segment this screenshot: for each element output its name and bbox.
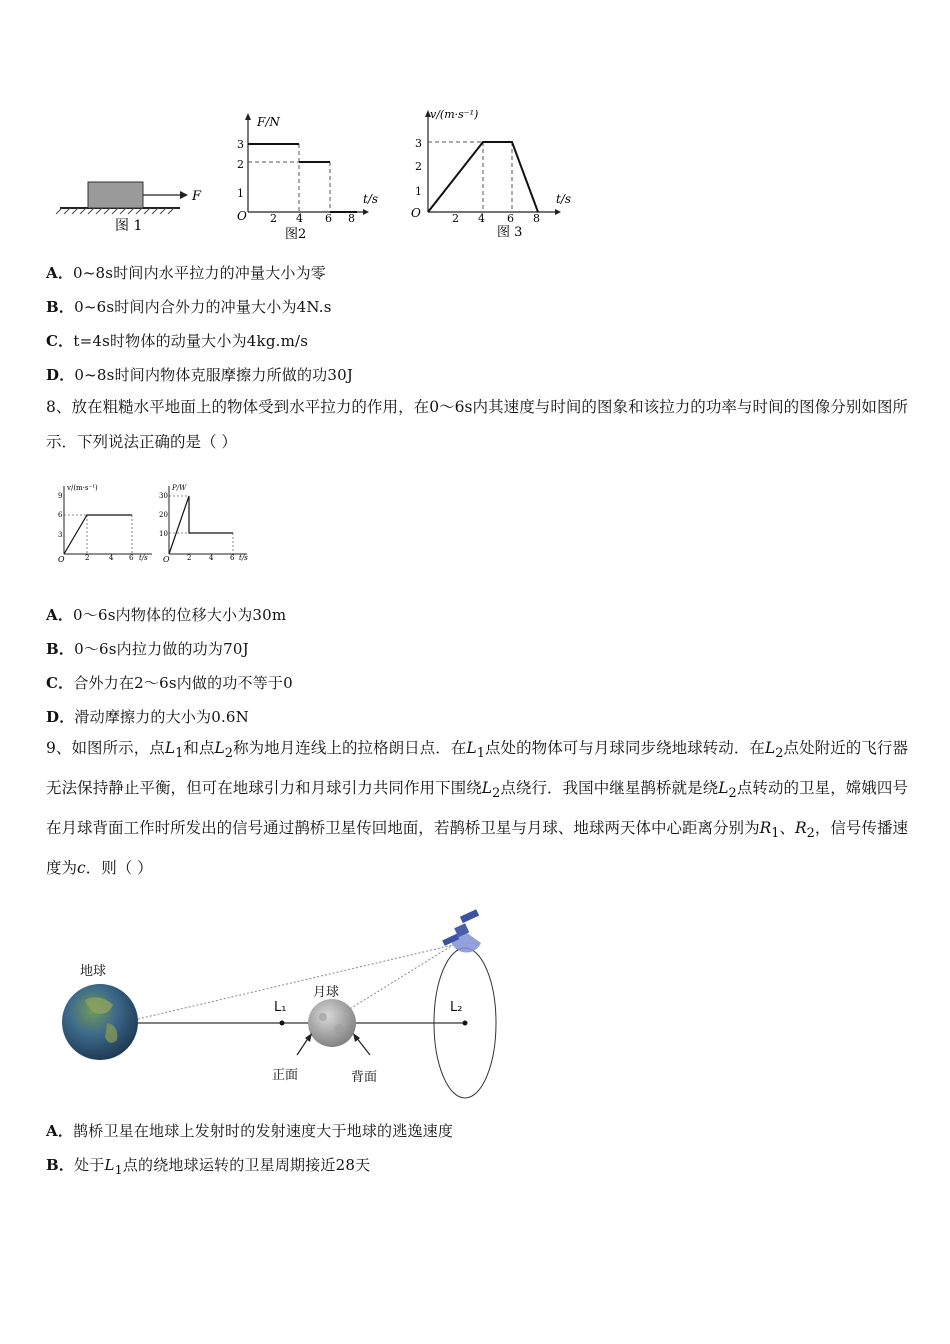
fig3-y-label: v/(m·s⁻¹): [430, 108, 479, 121]
option-text: 合外力在2～6s内做的功不等于0: [73, 674, 293, 692]
fig3-origin: O: [411, 206, 421, 220]
option-text: 处于: [74, 1156, 105, 1174]
option-letter: A．: [46, 1122, 74, 1140]
block: [88, 182, 143, 208]
l1-point: [280, 1021, 285, 1026]
fig2-origin: O: [237, 209, 247, 223]
option-letter: A．: [46, 606, 74, 624]
fig3-xtick: 2: [452, 212, 459, 225]
q8-p-xtick: 6: [230, 554, 235, 562]
q7-option-b: [46, 296, 332, 317]
option-letter: B．: [46, 298, 75, 316]
l2-label: L₂: [450, 1000, 463, 1015]
earth-label: 地球: [80, 964, 107, 979]
q8-p-ytick: 30: [159, 492, 168, 500]
fig1-caption: 图 1: [115, 218, 143, 234]
option-letter: B．: [46, 640, 75, 658]
option-text: 鹊桥卫星在地球上发射时的发射速度大于地球的逃逸速度: [73, 1122, 454, 1140]
q8-v-x-label: t/s: [139, 554, 148, 562]
fig3-ytick: 2: [415, 160, 422, 173]
fig2-graph: [237, 113, 378, 242]
fig2-xtick: 6: [325, 212, 332, 225]
q8-p-graph: [159, 484, 248, 564]
force-arrow-icon: [180, 191, 188, 199]
q8-v-xtick: 4: [109, 554, 114, 562]
q9-stem: 9、如图所示，点$L_1$和点$L_2$称为地月连线上的拉格朗日点．在$L_1$点处的物体可与月球同步绕地球转动．在$L_2$点处附近的飞行器无法保持静止平衡，但可在地球引力和月球引力共同作用下围绕$L_2$点绕行．我国中继星鹊桥就是绕$L_2$点转动的卫星，嫦娥四号在月球背面工作时所发出的信号通过鹊桥卫星传回地面，若鹊桥卫星与月球、地球两天体中心距离分别为$R_1$、$R_2$，信号传播速度为c．则（ ）: [46, 739, 908, 878]
option-text: 0~6s时间内合外力的冲量大小为4N.s: [74, 298, 332, 316]
front-label: 正面: [272, 1068, 299, 1083]
option-text: 0~8s时间内物体克服摩擦力所做的功30J: [74, 366, 354, 384]
q8-p-origin: O: [163, 555, 170, 564]
q8-option-b: [46, 638, 249, 659]
q8-p-ytick: 20: [159, 511, 168, 519]
fig3-xtick: 4: [478, 212, 485, 225]
fig2-ytick: 3: [237, 138, 244, 151]
q9-option-a: [46, 1120, 453, 1141]
q8-option-c: [46, 672, 293, 693]
option-letter: A．: [46, 264, 74, 282]
fig3-ytick: 3: [415, 137, 422, 150]
q9-option-b: B．处于$L_1$点的绕地球运转的卫星周期接近28天: [46, 1156, 371, 1177]
l1-label: L₁: [274, 1000, 287, 1015]
option-letter: D．: [46, 366, 75, 384]
q8-v-ytick: 3: [58, 531, 63, 539]
q8-p-xtick: 4: [209, 554, 214, 562]
l2-point: [463, 1021, 468, 1026]
q7-figures: [40, 100, 580, 245]
fig1-force-label: F: [192, 189, 202, 204]
fig3-caption: 图 3: [497, 225, 523, 240]
fig2-xtick: 8: [348, 212, 355, 225]
fig2-xtick: 4: [296, 212, 303, 225]
q8-v-ytick: 6: [58, 511, 63, 519]
q7-option-a: [46, 262, 326, 283]
option-letter: B．: [46, 1156, 75, 1174]
q8-v-line: [64, 515, 132, 554]
earth: [62, 984, 138, 1060]
q8-v-graph: [58, 484, 152, 564]
fig2-x-label: t/s: [363, 192, 379, 206]
q8-p-y-label: P/W: [172, 484, 187, 492]
q8-v-xtick: 2: [85, 554, 90, 562]
moon: [308, 999, 356, 1047]
option-letter: C．: [46, 332, 74, 350]
q8-option-a: [46, 604, 286, 625]
fig3-graph: [411, 108, 571, 240]
satellite-icon: [442, 909, 481, 952]
q8-v-y-label: v/(m·s⁻¹): [67, 484, 98, 492]
fig3-x-label: t/s: [556, 192, 572, 206]
moon-label: 月球: [313, 985, 340, 1000]
q8-figures: [52, 478, 262, 568]
fig2-ytick: 2: [237, 158, 244, 171]
option-text: 滑动摩擦力的大小为0.6N: [74, 708, 250, 726]
option-text: 0~8s时间内水平拉力的冲量大小为零: [73, 264, 327, 282]
q8-stem: 8、放在粗糙水平地面上的物体受到水平拉力的作用，在0～6s内其速度与时间的图象和该拉力的功率与时间的图像分别如图所示．下列说法正确的是（ ）: [46, 398, 908, 451]
option-text: 0～6s内拉力做的功为70J: [74, 640, 249, 658]
fig2-xtick: 2: [270, 212, 277, 225]
fig1-block-diagram: [56, 182, 202, 234]
q7-option-c: [46, 330, 308, 351]
option-text: t=4s时物体的动量大小为4kg.m/s: [73, 332, 309, 350]
q8-p-line: [169, 496, 233, 554]
q7-option-d: [46, 364, 353, 385]
option-text: 0～6s内物体的位移大小为30m: [73, 606, 287, 624]
fig3-xtick: 6: [507, 212, 514, 225]
q8-v-origin: O: [58, 555, 65, 564]
fig2-caption: 图2: [285, 227, 307, 242]
q8-v-ytick: 9: [58, 492, 63, 500]
q8-option-d: [46, 706, 249, 727]
fig2-y-label: F/N: [257, 115, 280, 129]
fig3-ytick: 1: [415, 185, 422, 198]
q8-p-ytick: 10: [159, 530, 168, 538]
back-label: 背面: [351, 1070, 378, 1085]
q8-p-x-label: t/s: [239, 554, 248, 562]
option-letter: D．: [46, 708, 75, 726]
option-letter: C．: [46, 674, 74, 692]
q8-p-xtick: 2: [187, 554, 192, 562]
q8-v-xtick: 6: [129, 554, 134, 562]
fig3-xtick: 8: [533, 212, 540, 225]
fig2-ytick: 1: [237, 187, 244, 200]
